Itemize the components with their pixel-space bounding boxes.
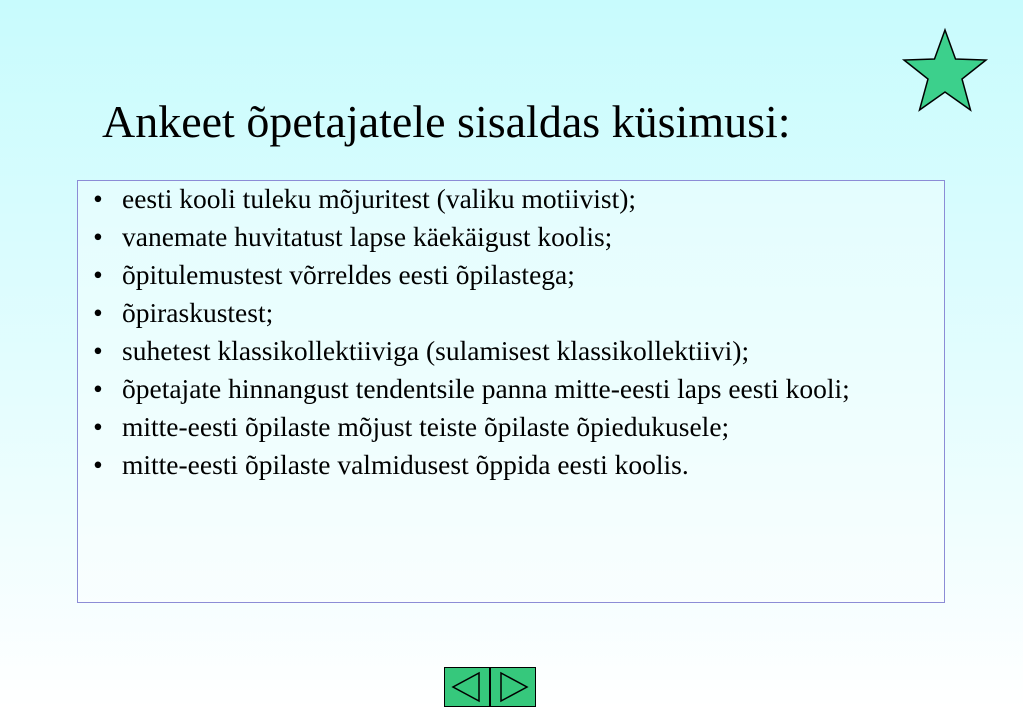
bullet-icon: •	[93, 297, 103, 328]
slide-title: Ankeet õpetajatele sisaldas küsimusi:	[102, 96, 791, 147]
list-item-text: mitte-eesti õpilaste valmidusest õppida eesti koolis.	[122, 449, 689, 480]
list-item	[88, 185, 938, 213]
triangle-right-icon	[491, 668, 535, 706]
bullet-icon: •	[93, 183, 103, 214]
bullet-icon: •	[93, 373, 103, 404]
bullet-icon: •	[93, 259, 103, 290]
list-item	[88, 299, 938, 327]
bullet-icon: •	[93, 221, 103, 252]
list-item-text: õpetajate hinnangust tendentsile panna mitte-eesti laps eesti kooli;	[122, 373, 850, 404]
list-item-text: õpitulemustest võrreldes eesti õpilastega;	[122, 259, 575, 290]
previous-slide-button[interactable]	[444, 667, 490, 707]
list-item	[88, 223, 938, 251]
list-item-text: mitte-eesti õpilaste mõjust teiste õpilaste õpiedukusele;	[122, 411, 730, 442]
bullet-icon: •	[93, 449, 103, 480]
list-item	[88, 375, 938, 403]
slide-navigation	[442, 667, 538, 707]
list-item	[88, 337, 938, 365]
list-item-text: õpiraskustest;	[122, 297, 274, 328]
list-item	[88, 451, 938, 479]
bullet-list	[88, 185, 938, 489]
list-item	[88, 261, 938, 289]
star-icon	[898, 26, 992, 120]
list-item-text: suhetest klassikollektiiviga (sulamisest klassikollektiivi);	[122, 335, 750, 366]
bullet-icon: •	[93, 335, 103, 366]
list-item	[88, 413, 938, 441]
triangle-left-icon	[445, 668, 489, 706]
list-item-text: eesti kooli tuleku mõjuritest (valiku motiivist);	[122, 183, 637, 214]
bullet-content-box	[77, 180, 945, 603]
bullet-icon: •	[93, 411, 103, 442]
list-item-text: vanemate huvitatust lapse käekäigust koolis;	[122, 221, 613, 252]
next-slide-button[interactable]	[490, 667, 536, 707]
